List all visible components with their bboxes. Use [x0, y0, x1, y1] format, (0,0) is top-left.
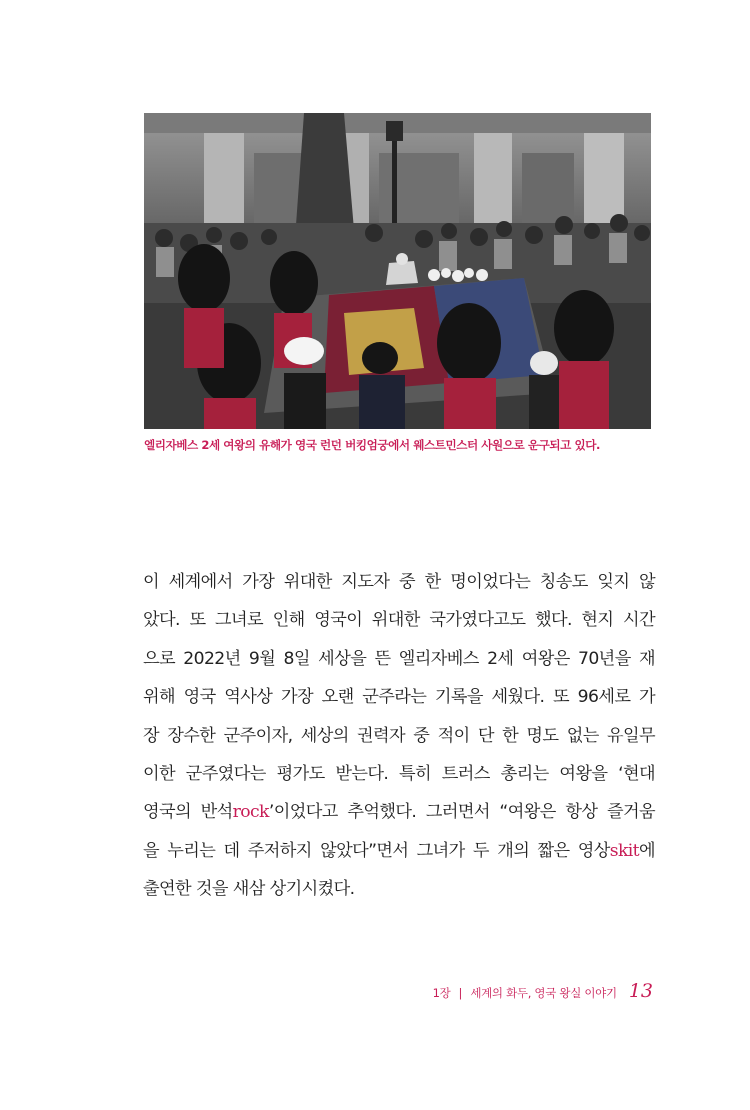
text-line	[143, 678, 655, 716]
text-segment: 장 장수한 군주이자, 세상의 권력자 중 적이 단 한 명도 없는 유일무	[143, 725, 655, 746]
text-segment: 출연한 것을 새삼 상기시켰다.	[143, 879, 355, 900]
text-segment: 이한 군주였다는 평가도 받는다. 특히 트러스 총리는 여왕을 ‘현대	[143, 763, 655, 784]
body-paragraph	[143, 563, 655, 909]
text-line	[143, 755, 655, 793]
text-line	[143, 793, 655, 831]
text-segment: 을 누리는 데 주저하지 않았다”면서 그녀가 두 개의 짧은 영상	[143, 840, 610, 861]
text-segment: ’이었다고 추억했다. 그러면서 “여왕은 항상 즐거움	[268, 802, 655, 823]
chapter-title: 세계의 화두, 영국 왕실 이야기	[470, 986, 617, 1000]
english-gloss-rock: rock	[232, 802, 269, 823]
text-segment: 에	[638, 840, 655, 861]
text-line	[143, 717, 655, 755]
text-line	[143, 640, 655, 678]
text-segment: 영국의 반석	[143, 802, 233, 823]
text-segment: 위해 영국 역사상 가장 오랜 군주라는 기록을 세웠다. 또 96세로 가	[143, 687, 655, 708]
text-line	[143, 870, 655, 908]
english-gloss-skit: skit	[609, 840, 639, 861]
running-footer	[433, 980, 653, 1002]
procession-photo-illustration	[144, 113, 651, 429]
chapter-label: 1장	[432, 986, 451, 1000]
funeral-procession-photo	[144, 113, 651, 429]
text-line	[143, 832, 655, 870]
photo-caption: 엘리자베스 2세 여왕의 유해가 영국 런던 버킹엄궁에서 웨스트민스터 사원으로 운구되고 있다.	[144, 438, 600, 452]
text-segment: 았다. 또 그녀로 인해 영국이 위대한 국가였다고도 했다. 현지 시간	[143, 610, 655, 631]
text-line	[143, 563, 655, 601]
text-line	[143, 601, 655, 639]
page-number: 13	[628, 980, 653, 1002]
text-segment: 이 세계에서 가장 위대한 지도자 중 한 명이었다는 칭송도 잊지 않	[143, 572, 655, 592]
footer-separator: |	[458, 986, 463, 1000]
text-segment: 으로 2022년 9월 8일 세상을 뜬 엘리자베스 2세 여왕은 70년을 재	[143, 648, 655, 669]
